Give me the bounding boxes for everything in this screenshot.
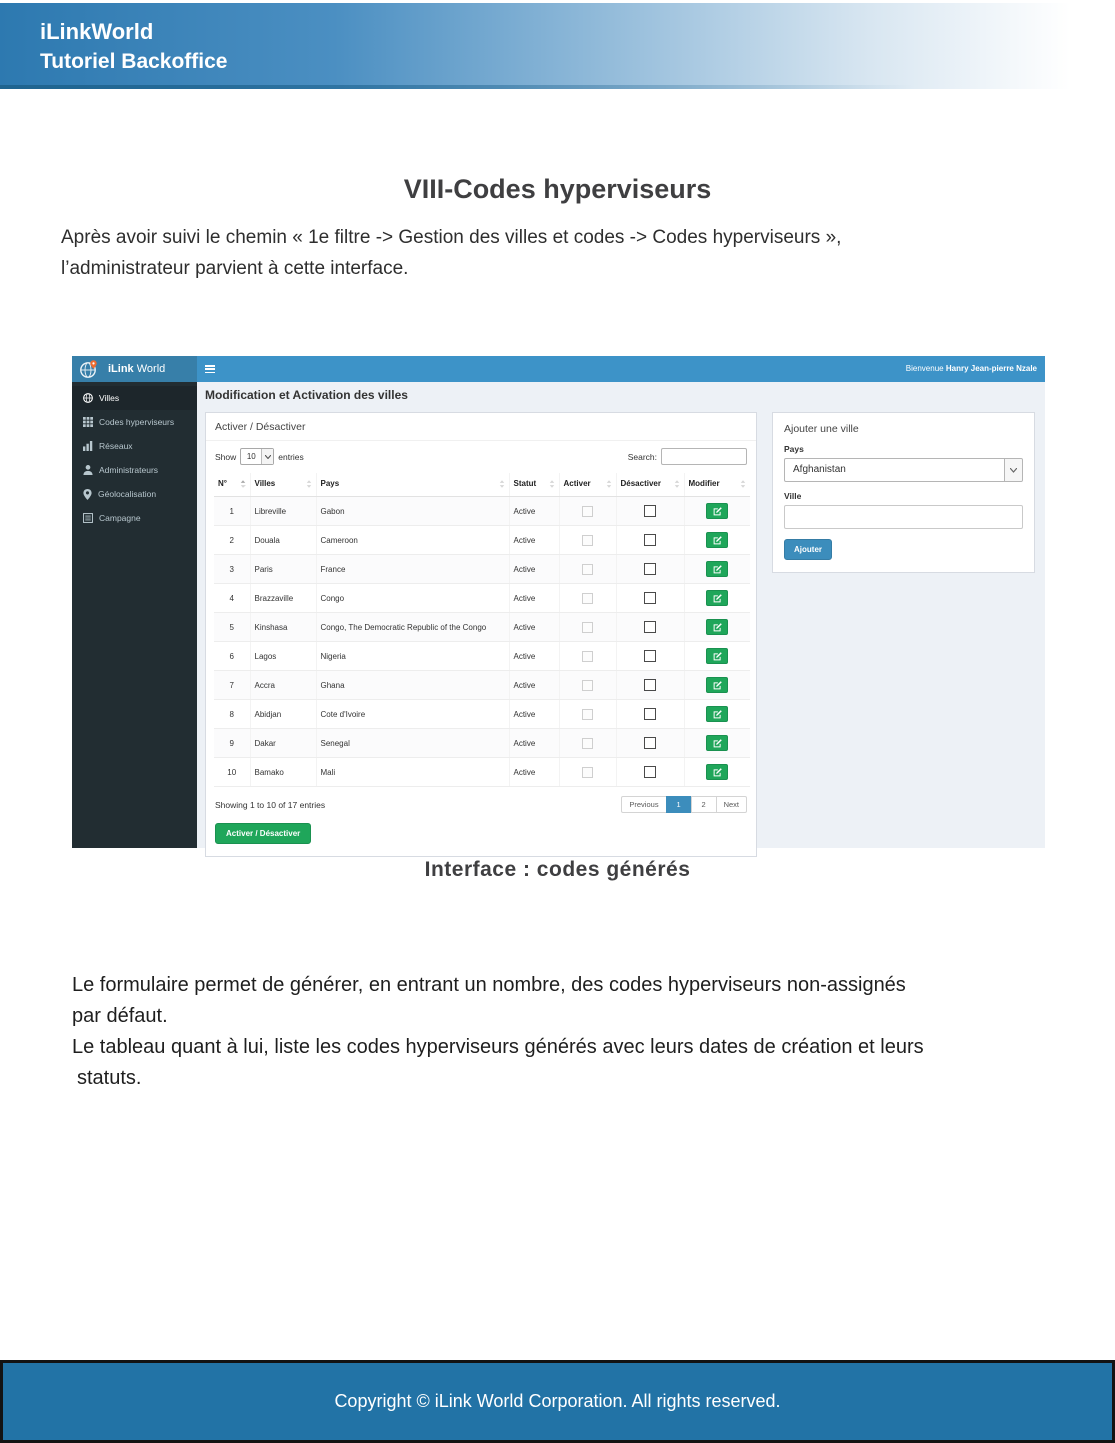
row-pays: Congo, The Democratic Republic of the Congo [316, 613, 509, 642]
sidebar-item-geolocalisation[interactable]: Géolocalisation [72, 482, 197, 506]
pagination [621, 796, 747, 813]
row-number: 1 [214, 497, 250, 526]
row-ville: Douala [250, 526, 316, 555]
pagination-previous[interactable]: Previous [621, 796, 666, 813]
row-number: 2 [214, 526, 250, 555]
table-row [214, 758, 750, 787]
activer-checkbox[interactable] [582, 680, 593, 691]
sort-icon [674, 480, 680, 490]
activer-checkbox[interactable] [582, 709, 593, 720]
col-header-villes[interactable]: Villes [250, 473, 316, 497]
activer-checkbox[interactable] [582, 535, 593, 546]
desactiver-checkbox[interactable] [644, 592, 656, 604]
col-header-statut[interactable]: Statut [509, 473, 559, 497]
body-line-1: Le formulaire permet de générer, en entrant un nombre, des codes hyperviseurs non-assignés [72, 974, 906, 996]
ajouter-button[interactable]: Ajouter [784, 539, 832, 560]
row-ville: Abidjan [250, 700, 316, 729]
sort-icon [306, 480, 312, 490]
table-row [214, 555, 750, 584]
table-row [214, 584, 750, 613]
row-ville: Dakar [250, 729, 316, 758]
activer-checkbox[interactable] [582, 622, 593, 633]
edit-button[interactable] [706, 677, 728, 693]
villes-table [214, 473, 750, 787]
card-title: Ajouter une ville [784, 423, 859, 435]
row-statut: Active [509, 555, 559, 584]
doc-header [0, 3, 1115, 89]
col-header-n[interactable]: N° [214, 473, 250, 497]
desactiver-checkbox[interactable] [644, 737, 656, 749]
edit-button[interactable] [706, 561, 728, 577]
activer-checkbox[interactable] [582, 651, 593, 662]
page-title: Modification et Activation des villes [205, 388, 408, 402]
row-number: 10 [214, 758, 250, 787]
showing-entries: Showing 1 to 10 of 17 entries [215, 799, 326, 810]
activer-checkbox[interactable] [582, 738, 593, 749]
row-pays: France [316, 555, 509, 584]
edit-pencil-icon [713, 652, 722, 661]
search-input[interactable] [661, 448, 747, 465]
row-ville: Bamako [250, 758, 316, 787]
row-ville: Libreville [250, 497, 316, 526]
ville-label: Ville [784, 491, 802, 501]
pagination-next[interactable]: Next [716, 796, 747, 813]
doc-footer [0, 1360, 1115, 1443]
edit-pencil-icon [713, 710, 722, 719]
col-header-desactiver[interactable]: Désactiver [616, 473, 684, 497]
col-header-modifier[interactable]: Modifier [684, 473, 750, 497]
row-statut: Active [509, 729, 559, 758]
add-city-card [772, 412, 1035, 573]
edit-pencil-icon [713, 536, 722, 545]
row-statut: Active [509, 642, 559, 671]
table-row [214, 642, 750, 671]
table-row [214, 729, 750, 758]
page-size-select[interactable]: 10 [240, 448, 274, 465]
sidebar-item-campagne[interactable]: Campagne [72, 506, 197, 530]
edit-pencil-icon [713, 623, 722, 632]
chevron-down-icon [261, 449, 273, 464]
row-statut: Active [509, 700, 559, 729]
doc-brand: iLinkWorld [40, 19, 154, 44]
row-pays: Ghana [316, 671, 509, 700]
desactiver-checkbox[interactable] [644, 563, 656, 575]
col-header-activer[interactable]: Activer [559, 473, 616, 497]
sidebar-item-administrateurs[interactable]: Administrateurs [72, 458, 197, 482]
edit-pencil-icon [713, 681, 722, 690]
search-label: Search: [627, 451, 657, 462]
table-row [214, 613, 750, 642]
app-brand: iLink World [108, 363, 166, 375]
edit-pencil-icon [713, 739, 722, 748]
edit-button[interactable] [706, 619, 728, 635]
pagination-page-2[interactable]: 2 [691, 796, 717, 813]
table-row [214, 497, 750, 526]
welcome-user[interactable]: Bienvenue Hanry Jean-pierre Nzale [905, 364, 1037, 373]
table-controls [206, 441, 756, 471]
bar-chart-icon [83, 441, 93, 451]
row-number: 5 [214, 613, 250, 642]
edit-pencil-icon [713, 565, 722, 574]
desactiver-checkbox[interactable] [644, 534, 656, 546]
sort-icon [606, 480, 612, 490]
table-row [214, 526, 750, 555]
row-number: 8 [214, 700, 250, 729]
col-header-pays[interactable]: Pays [316, 473, 509, 497]
table-row [214, 700, 750, 729]
desactiver-checkbox[interactable] [644, 766, 656, 778]
edit-button[interactable] [706, 532, 728, 548]
row-number: 3 [214, 555, 250, 584]
row-statut: Active [509, 613, 559, 642]
sidebar-item-villes[interactable]: Villes [72, 386, 197, 410]
activer-checkbox[interactable] [582, 593, 593, 604]
edit-button[interactable] [706, 735, 728, 751]
activer-desactiver-button[interactable]: Activer / Désactiver [215, 823, 311, 844]
row-number: 9 [214, 729, 250, 758]
row-pays: Cameroon [316, 526, 509, 555]
edit-pencil-icon [713, 594, 722, 603]
embedded-screenshot [72, 356, 1045, 848]
row-ville: Kinshasa [250, 613, 316, 642]
intro-line-1: Après avoir suivi le chemin « 1e filtre -> Gestion des villes et codes -> Codes hyperviseurs », [61, 227, 842, 248]
sort-icon [499, 480, 505, 490]
table-footer [206, 787, 756, 813]
sort-icon [549, 480, 555, 490]
activer-checkbox[interactable] [582, 767, 593, 778]
row-pays: Nigeria [316, 642, 509, 671]
pays-select[interactable] [784, 458, 1023, 482]
app-logo[interactable] [72, 356, 197, 382]
body-paragraph [72, 970, 1062, 1094]
panel-title: Activer / Désactiver [206, 413, 756, 441]
row-pays: Mali [316, 758, 509, 787]
row-ville: Brazzaville [250, 584, 316, 613]
entries-label: entries [278, 451, 304, 462]
row-pays: Cote d'Ivoire [316, 700, 509, 729]
row-pays: Congo [316, 584, 509, 613]
edit-button[interactable] [706, 706, 728, 722]
pays-label: Pays [784, 444, 804, 454]
sidebar-item-codes-hyperviseurs[interactable]: Codes hyperviseurs [72, 410, 197, 434]
map-marker-icon [83, 489, 92, 500]
table-row [214, 671, 750, 700]
row-statut: Active [509, 526, 559, 555]
desactiver-checkbox[interactable] [644, 650, 656, 662]
intro-paragraph [61, 222, 1061, 284]
row-ville: Accra [250, 671, 316, 700]
row-pays: Gabon [316, 497, 509, 526]
row-statut: Active [509, 584, 559, 613]
row-number: 7 [214, 671, 250, 700]
row-number: 6 [214, 642, 250, 671]
edit-pencil-icon [713, 507, 722, 516]
row-ville: Paris [250, 555, 316, 584]
user-icon [83, 465, 93, 475]
desactiver-checkbox[interactable] [644, 505, 656, 517]
activer-checkbox[interactable] [582, 506, 593, 517]
desactiver-checkbox[interactable] [644, 621, 656, 633]
body-line-4: statuts. [77, 1067, 142, 1089]
row-statut: Active [509, 671, 559, 700]
copyright-text: Copyright © iLink World Corporation. All rights reserved. [334, 1391, 781, 1411]
pagination-page-1[interactable]: 1 [666, 796, 692, 813]
row-statut: Active [509, 497, 559, 526]
section-title: VIII-Codes hyperviseurs [403, 174, 712, 204]
sidebar-item-reseaux[interactable]: Réseaux [72, 434, 197, 458]
row-statut: Active [509, 758, 559, 787]
edit-button[interactable] [706, 503, 728, 519]
edit-button[interactable] [706, 764, 728, 780]
hamburger-menu-icon[interactable] [205, 365, 215, 375]
sort-icon [740, 480, 746, 490]
ville-input[interactable] [784, 505, 1023, 529]
globe-pin-logo-icon [79, 359, 99, 379]
sort-icon [240, 480, 246, 490]
doc-subtitle: Tutoriel Backoffice [40, 50, 228, 73]
edit-button[interactable] [706, 590, 728, 606]
list-icon [83, 513, 93, 523]
body-line-2: par défaut. [72, 1005, 168, 1027]
activer-checkbox[interactable] [582, 564, 593, 575]
desactiver-checkbox[interactable] [644, 708, 656, 720]
row-pays: Senegal [316, 729, 509, 758]
edit-pencil-icon [713, 768, 722, 777]
row-ville: Lagos [250, 642, 316, 671]
table-header-row [214, 473, 750, 497]
body-line-3: Le tableau quant à lui, liste les codes hyperviseurs générés avec leurs dates de création et leurs [72, 1036, 924, 1058]
chevron-down-icon [1004, 459, 1022, 481]
app-sidebar [72, 382, 197, 848]
activation-panel [205, 412, 757, 857]
figure-caption: Interface : codes générés [424, 858, 691, 881]
intro-line-2: l’administrateur parvient à cette interface. [61, 258, 409, 279]
grid-icon [83, 417, 93, 427]
app-navbar [72, 356, 1045, 382]
desactiver-checkbox[interactable] [644, 679, 656, 691]
pays-selected-value: Afghanistan [793, 464, 846, 475]
globe-icon [83, 393, 93, 403]
row-number: 4 [214, 584, 250, 613]
edit-button[interactable] [706, 648, 728, 664]
show-label: Show [215, 451, 237, 462]
